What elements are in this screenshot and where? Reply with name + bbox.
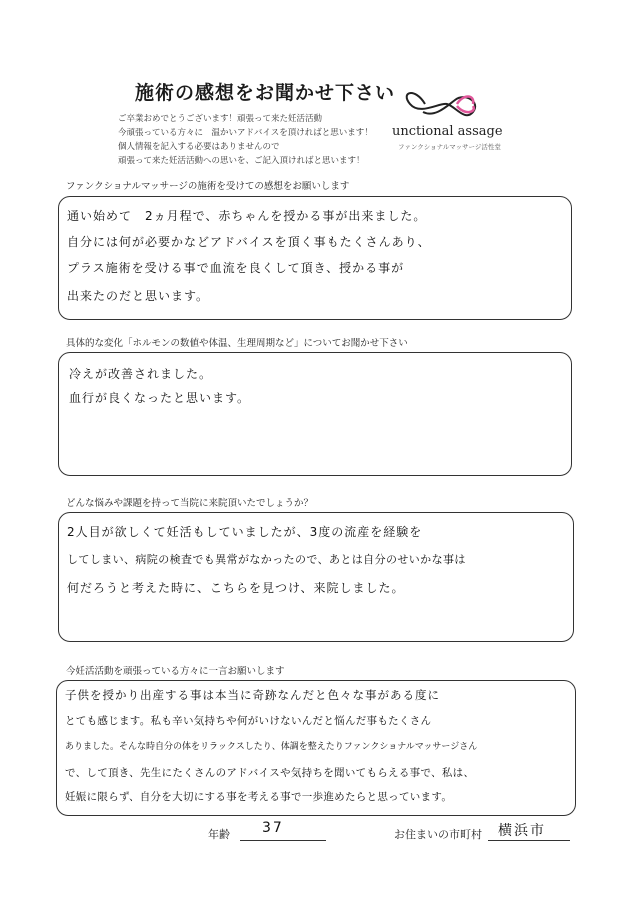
- intro-line: 個人情報を記入する必要はありませんので: [118, 142, 280, 152]
- age-label: 年齢: [208, 828, 230, 841]
- question-2-label: 具体的な変化「ホルモンの数値や体温、生理周期など」についてお聞かせ下さい: [66, 338, 408, 349]
- answer-4-line: 妊娠に限らず、自分を大切にする事を考える事で一歩進めたらと思っています。: [65, 791, 453, 803]
- logo-subtitle: ファンクショナルマッサージ活性堂: [398, 143, 501, 151]
- intro-line: ご卒業おめでとうございます！頑張って来た妊活活動: [118, 114, 323, 124]
- logo-text: unctional assage: [392, 124, 503, 139]
- answer-1-line: 通い始めて 2ヵ月程で、赤ちゃんを授かる事が出来ました。: [67, 209, 427, 223]
- answer-box-4: [56, 680, 576, 816]
- intro-line: 頑張って来た妊活活動への思いを、ご記入頂ければと思います！: [118, 156, 365, 166]
- answer-box-1: [58, 196, 572, 320]
- answer-3-line: してしまい、病院の検査でも異常がなかったので、あとは自分のせいかな事は: [67, 553, 466, 566]
- answer-4-line: ありました。そんな時自分の体をリラックスしたり、体調を整えたりファンクショナルマッサージさん: [65, 742, 478, 752]
- answer-1-line: プラス施術を受ける事で血流を良くして頂き、授かる事が: [67, 261, 405, 275]
- answer-3-line: 何だろうと考えた時に、こちらを見つけ、来院しました。: [67, 581, 405, 595]
- question-4-label: 今妊活活動を頑張っている方々に一言お願いします: [66, 666, 285, 677]
- answer-2-line: 血行が良くなったと思います。: [69, 391, 251, 405]
- answer-3-line: 2人目が欲しくて妊活もしていましたが、3度の流産を経験を: [67, 525, 423, 539]
- answer-box-3: [58, 512, 574, 642]
- age-value: 37: [262, 820, 284, 836]
- answer-4-line: とても感じます。私も辛い気持ちや何がいけないんだと悩んだ事もたくさん: [65, 715, 432, 727]
- page-title: 施術の感想をお聞かせ下さい: [135, 82, 396, 104]
- answer-2-line: 冷えが改善されました。: [69, 367, 213, 381]
- city-label: お住まいの市町村: [394, 828, 482, 841]
- age-underline: [240, 840, 326, 841]
- answer-1-line: 出来たのだと思います。: [67, 289, 210, 303]
- question-3-label: どんな悩みや課題を持って当院に来院頂いたでしょうか？: [66, 498, 314, 509]
- intro-line: 今頑張っている方々に 温かいアドバイスを頂ければと思います！: [118, 128, 373, 138]
- question-1-label: ファンクショナルマッサージの施術を受けての感想をお願いします: [66, 181, 350, 192]
- answer-4-line: 子供を授かり出産する事は本当に奇跡なんだと色々な事がある度に: [65, 688, 440, 702]
- answer-box-2: [58, 352, 572, 476]
- intro-text: [118, 112, 388, 168]
- answer-4-line: で、して頂き、先生にたくさんのアドバイスや気持ちを聞いてもらえる事で、私は、: [65, 767, 475, 779]
- city-underline: [488, 840, 570, 841]
- city-value: 横浜市: [498, 823, 546, 839]
- answer-1-line: 自分には何が必要かなどアドバイスを頂く事もたくさんあり、: [67, 235, 431, 249]
